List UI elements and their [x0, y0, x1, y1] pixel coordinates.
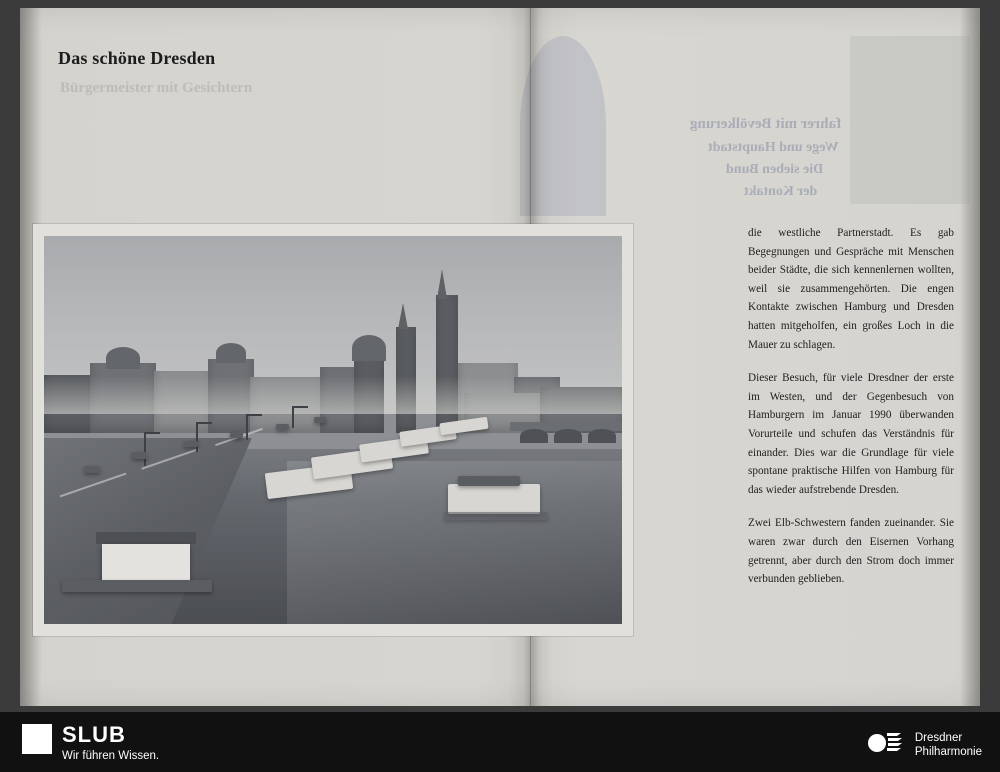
ghost-shape-right	[850, 36, 970, 204]
philharmonie-line-1: Dresdner	[914, 732, 963, 744]
photo-haze	[44, 376, 622, 415]
photo-hut-roof	[96, 532, 196, 544]
ghost-bleed-line-1: fahrer mit Bevölkerung	[690, 116, 842, 132]
photograph-dresden-elbe	[44, 236, 622, 624]
body-text-column	[748, 224, 954, 604]
ghost-bleed-line-3: Die sieben Bund	[726, 162, 824, 177]
ghost-subline: Bürgermeister mit Gesichtern	[60, 80, 253, 96]
paragraph-2: Dieser Besuch, für viele Dresdner der erste im Westen, und der Gegenbesuch von Hamburgern im Januar 1990 überwanden Vorurteile und schufen das Verständnis für einander. Dies war die Grundlage für viele spontane praktische Hilfen von Hamburg für das wieder aufstrebende Dresden.	[748, 372, 954, 496]
philharmonie-line-2: Philharmonie	[914, 745, 982, 758]
photo-steamer-midriver	[448, 484, 540, 514]
slub-branding[interactable]	[22, 724, 159, 762]
page-title: Das schöne Dresden	[58, 48, 216, 68]
slub-logo-icon	[22, 724, 52, 754]
slub-claim: Wir führen Wissen.	[62, 750, 160, 762]
dresdner-philharmonie-branding[interactable]	[861, 726, 982, 765]
ghost-bleed-line-4: der Kontakt	[744, 184, 818, 199]
slub-name: SLUB	[62, 722, 126, 747]
paragraph-1: die westliche Partnerstadt. Es gab Begegnungen und Gespräche mit Menschen beider Städte, die sich kennenlernen wollten, weil sie zusammengehörten. Die engen Kontakte zwischen Hamburg und Dresden hatten mitgeholfen, ein großes Loch in die Mauer zu schlagen.	[748, 227, 954, 351]
photo-hut	[102, 544, 190, 582]
viewer-footer-bar	[0, 712, 1000, 772]
ghost-bleed-line-2: Wege und Hauptstadt	[708, 140, 839, 155]
philharmonie-logo-icon	[861, 726, 905, 765]
paragraph-3: Zwei Elb-Schwestern fanden zueinander. Sie waren zwar durch den Eisernen Vorhang getrennt, aber durch den Strom doch immer verbunden geblieben.	[748, 517, 954, 586]
